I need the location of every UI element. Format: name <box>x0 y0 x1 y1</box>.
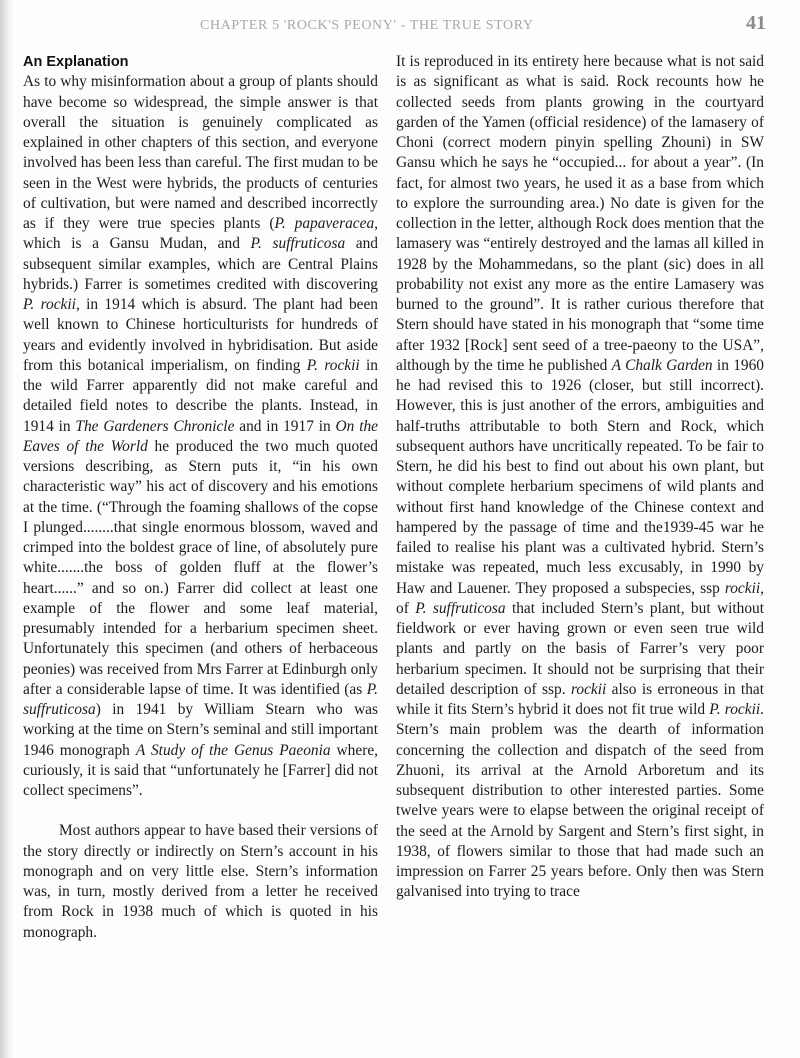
text-run: , of <box>396 579 764 617</box>
italic-text: P. rockii <box>306 356 360 374</box>
text-run: that included Stern’s plant, but without fieldwork or ever having grown or even seen true wild plants and partly on the basis of Farrer’s very poor herbarium specimen. It should not be surprising that their detailed description of ssp. <box>396 599 765 698</box>
italic-text: The Gardeners Chronicle <box>75 417 235 435</box>
italic-text: On the Eaves of the World <box>23 417 378 455</box>
italic-text: P. papaveracea, <box>274 215 378 232</box>
italic-text: A Chalk Garden <box>611 356 713 374</box>
italic-text: P. rockii <box>709 701 761 718</box>
text-run: ) in 1941 by William Stearn who was working at the time on Stern’s seminal and still important 1946 monograph <box>23 701 378 759</box>
text-run: . Stern’s main problem was the dearth of information concerning the collection and dispatch of the seed from Zhuoni, its arrival at the Arnold Arboretum and its subsequent distribution to other interested parties. Some twelve years were to elapse between the original receipt of the seed at the Arnold by Sargent and Stern’s first sight, in 1938, of flowers similar to those that had made such an impression on Farrer 25 years before. Only then was Stern galvanised into trying to trace <box>396 701 764 901</box>
text-run: It is reproduced in its entirety here because what is not said is as significant as what is said. Rock recounts how he collected seeds from plants growing in the courtyard garden of the Yamen (official residence) of the lamasery of Choni (correct modern pinyin spelling Zhouni) in SW Gansu which he says he “occupied... for about a year”. (In fact, for almost two years, he used it as a base from which to explore the surrounding area.) No date is given for the collection in the letter, although Rock does mention that the lamasery was “entirely destroyed and the lamas all killed in 1928 by the Mohammedans, so the plant (sic) does in all probability not exist any more as the entire Lamasery was burned to the ground”. It is rather curious therefore that Stern should have stated in his monograph that “some time after 1932 [Rock] sent seed of a tree-paeony to the USA”, although by the time he published <box>396 53 764 374</box>
text-run: where, curiously, it is said that “unfortunately he [Farrer] did not collect specimens”. <box>23 741 379 799</box>
italic-text: P. suffruticosa <box>250 235 346 253</box>
text-run: in 1960 he had revised this to 1926 (closer, but still incorrect). However, this is just another of the errors, ambiguities and half-truths attributable to both Stern and Rock, which subsequent authors have uncritically repeated. To be fair to Stern, he did his best to find out about his own plant, but without complete herbarium specimens of wild plants and without first hand knowledge of the Chinese context and hampered by the passage of time and the1939-45 war he failed to realise his plant was a cultivated hybrid. Stern’s mistake was repeated, much less excusably, in 1990 by Haw and Lauener. They proposed a subspecies, ssp <box>396 356 765 597</box>
italic-text: P. suffruticosa <box>415 599 506 617</box>
text-run: , in 1914 which is absurd. The plant had been well known to Chinese horticulturists for hundreds of years and evidently involved in hybridisation. But aside from this botanical imperialism, on finding <box>23 296 378 374</box>
section-heading: An Explanation <box>23 54 129 70</box>
italic-text: P. rockii <box>23 296 76 313</box>
italic-text: P. suffruticosa <box>23 680 378 718</box>
text-run: also is erroneous in that while it fits Stern’s hybrid it does not fit true wild <box>396 680 764 718</box>
page-number: 41 <box>746 12 766 34</box>
paragraph <box>23 821 378 943</box>
paragraph <box>23 72 378 801</box>
running-head: CHAPTER 5 'ROCK'S PEONY' - THE TRUE STORY <box>200 18 534 33</box>
text-run: and in 1917 in <box>234 417 336 435</box>
text-run: he produced the two much quoted versions describing, as Stern puts it, “in his own characteristic way” his act of discovery and his emotions at the time. (“Through the foaming shallows of the copse I plunged........that single enormous blossom, waved and crimped into the boldest grace of line, of absolutely pure white.......the boss of golden fluff at the flower’s heart......” and so on.) Farrer did collect at least one example of the flower and some leaf material, presumably intended for a herbarium specimen sheet. Unfortunately this specimen (and others of herbaceous peonies) was received from Mrs Farrer at Edinburgh only after a considerable lapse of time. It was identified (as <box>23 437 378 698</box>
body-columns <box>0 52 800 1058</box>
italic-text: rockii <box>570 680 607 698</box>
italic-text: A Study of the Genus Paeonia <box>135 741 331 759</box>
left-column <box>23 52 378 943</box>
text-run: As to why misinformation about a group of plants should have become so widespread, the simple answer is that overall the situation is genuinely complicated as explained in other chapters of this section, and everyone involved has been less than careful. The first mudan to be seen in the West were hybrids, the products of centuries of cultivation, but were named and described incorrectly as if they were true species plants ( <box>23 73 378 232</box>
text-run: Most authors appear to have based their versions of the story directly or indirectly on Stern’s account in his monograph and on very little else. Stern’s information was, in turn, mostly derived from a letter he received from Rock in 1938 much of which is quoted in his monograph. <box>23 822 378 941</box>
paragraph <box>396 52 764 903</box>
text-run: in the wild Farrer apparently did not make careful and detailed field notes to describe the plants. Instead, in 1914 in <box>23 356 378 435</box>
text-run: which is a Gansu Mudan, and <box>23 235 251 253</box>
text-run: and subsequent similar examples, which are Central Plains hybrids.) Farrer is sometimes credited with discovering <box>23 235 379 293</box>
page-header <box>0 14 800 42</box>
italic-text: rockii <box>724 579 761 597</box>
right-column <box>396 52 764 903</box>
